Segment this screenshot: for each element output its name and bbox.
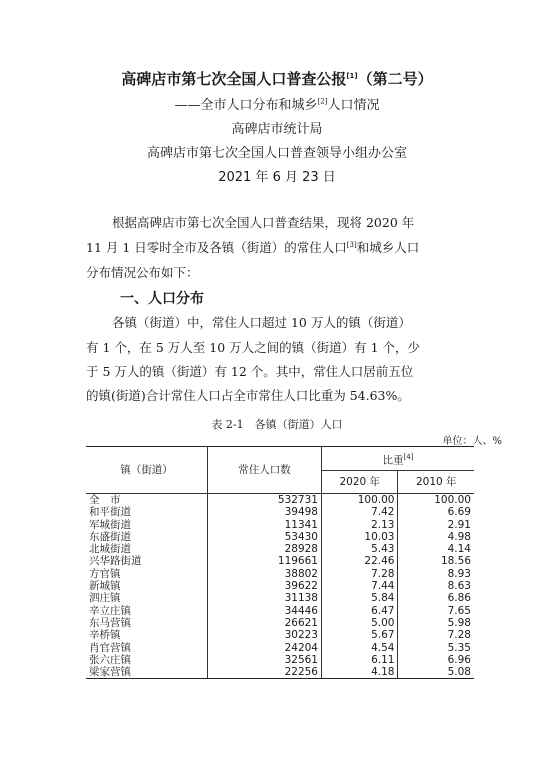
cell-population: 119661 — [207, 555, 321, 567]
cell-ratio-2020: 4.54 — [321, 642, 398, 654]
cell-population: 53430 — [207, 531, 321, 543]
table-body — [86, 494, 474, 679]
cell-ratio-2010: 2.91 — [447, 518, 471, 531]
cell-population: 22256 — [207, 666, 321, 679]
cell-district: 和平街道 — [86, 506, 207, 518]
cell-district: 军城街道 — [86, 519, 207, 531]
table-row — [86, 592, 474, 604]
cell-district: 北城街道 — [86, 543, 207, 555]
cell-ratio-2010: 4.14 — [447, 543, 471, 556]
cell-district: 兴华路街道 — [86, 555, 207, 567]
table-row — [86, 555, 474, 567]
cell-ratio-2010: 6.69 — [447, 506, 471, 519]
cell-ratio-2020: 6.11 — [321, 654, 398, 666]
cell-ratio-2010: 100.00 — [434, 494, 471, 506]
cell-ratio-2020: 5.67 — [321, 629, 398, 641]
cell-population: 34446 — [207, 605, 321, 617]
cell-population: 24204 — [207, 642, 321, 654]
cell-population: 26621 — [207, 617, 321, 629]
cell-population: 31138 — [207, 592, 321, 604]
column-header-2020: 2020 年 — [321, 471, 398, 494]
cell-district: 张六庄镇 — [86, 654, 207, 666]
cell-population: 532731 — [207, 494, 321, 507]
cell-population: 38802 — [207, 568, 321, 580]
intro-line-1: 根据高碑店市第七次全国人口普查结果，现将 2020 年 — [112, 215, 415, 230]
cell-district: 方官镇 — [86, 568, 207, 580]
cell-ratio-2010: 18.56 — [440, 555, 471, 568]
cell-population: 11341 — [207, 519, 321, 531]
table-unit: 单位：人、% — [442, 436, 502, 447]
table-row — [86, 506, 474, 518]
section1-line-4: 的镇(街道)合计常住人口占全市常住人口比重为 54.63%。 — [86, 388, 410, 403]
cell-district: 全 市 — [86, 494, 207, 507]
cell-ratio-2010: 8.93 — [447, 567, 471, 580]
cell-district: 辛立庄镇 — [86, 605, 207, 617]
cell-ratio-2020: 2.13 — [321, 519, 398, 531]
section1-line-3: 于 5 万人的镇（街道）有 12 个。其中，常住人口居前五位 — [86, 364, 414, 379]
publish-date: 2021 年 6 月 23 日 — [218, 170, 336, 185]
cell-district: 新城镇 — [86, 580, 207, 592]
cell-ratio-2010: 7.28 — [447, 629, 471, 642]
footnote-ref-2: [2] — [317, 97, 328, 106]
column-header-2010: 2010 年 — [398, 471, 474, 494]
cell-district: 梁家营镇 — [86, 666, 207, 679]
table-row — [86, 568, 474, 580]
table-row — [86, 531, 474, 543]
population-table — [86, 446, 474, 679]
table-row — [86, 666, 474, 679]
cell-district: 东马营镇 — [86, 617, 207, 629]
cell-ratio-2010: 5.08 — [398, 666, 474, 679]
table-row — [86, 519, 474, 531]
cell-district: 泗庄镇 — [86, 592, 207, 604]
table-row — [86, 580, 474, 592]
column-header-population: 常住人口数 — [207, 447, 321, 494]
intro-line-2: 11 月 1 日零时全市及各镇（街道）的常住人口[3]和城乡人口 — [86, 240, 420, 255]
cell-population: 30223 — [207, 629, 321, 641]
cell-ratio-2020: 7.44 — [321, 580, 398, 592]
cell-ratio-2010: 4.98 — [447, 530, 471, 543]
bulletin-subtitle: ——全市人口分布和城乡[2]人口情况 — [174, 97, 380, 113]
table-row — [86, 543, 474, 555]
cell-ratio-2020: 7.42 — [321, 506, 398, 518]
intro-line-3: 分布情况公布如下： — [86, 265, 199, 280]
section1-line-1: 各镇（街道）中，常住人口超过 10 万人的镇（街道） — [112, 315, 411, 330]
table-row — [86, 494, 474, 507]
column-header-ratio: 比重[4] — [321, 447, 474, 471]
footnote-ref-3: [3] — [346, 240, 357, 249]
cell-ratio-2020: 4.18 — [321, 666, 398, 679]
table-caption: 表 2-1 各镇（街道）人口 — [211, 418, 343, 431]
section1-line-2: 有 1 个，在 5 万人至 10 万人之间的镇（街道）有 1 个，少 — [86, 340, 421, 355]
cell-district: 辛桥镇 — [86, 629, 207, 641]
table-row — [86, 642, 474, 654]
cell-ratio-2020: 5.43 — [321, 543, 398, 555]
cell-population: 32561 — [207, 654, 321, 666]
cell-ratio-2020: 7.28 — [321, 568, 398, 580]
cell-ratio-2020: 5.00 — [321, 617, 398, 629]
footnote-ref-1: [1] — [346, 72, 358, 80]
table-row — [86, 654, 474, 666]
cell-ratio-2010: 6.86 — [447, 592, 471, 605]
issuer-census-office: 高碑店市第七次全国人口普查领导小组办公室 — [146, 146, 407, 161]
cell-ratio-2010: 8.63 — [447, 580, 471, 593]
cell-population: 28928 — [207, 543, 321, 555]
cell-ratio-2010: 7.65 — [447, 604, 471, 617]
cell-ratio-2010: 6.96 — [447, 653, 471, 666]
issuer-statistics-bureau: 高碑店市统计局 — [231, 122, 323, 137]
cell-ratio-2020: 10.03 — [321, 531, 398, 543]
section-heading-population-distribution: 一、人口分布 — [120, 291, 204, 307]
cell-ratio-2020: 5.84 — [321, 592, 398, 604]
footnote-ref-4: [4] — [403, 452, 414, 461]
cell-ratio-2020: 6.47 — [321, 605, 398, 617]
cell-ratio-2010: 5.35 — [447, 641, 471, 654]
cell-ratio-2010: 5.98 — [447, 616, 471, 629]
cell-district: 肖官营镇 — [86, 642, 207, 654]
cell-ratio-2020: 100.00 — [321, 494, 398, 507]
cell-population: 39622 — [207, 580, 321, 592]
cell-district: 东盛街道 — [86, 531, 207, 543]
cell-ratio-2020: 22.46 — [321, 555, 398, 567]
table-row — [86, 629, 474, 641]
table-row — [86, 605, 474, 617]
bulletin-title: 高碑店市第七次全国人口普查公报[1]（第二号） — [121, 70, 433, 88]
table-row — [86, 617, 474, 629]
cell-population: 39498 — [207, 506, 321, 518]
column-header-district: 镇（街道） — [86, 447, 207, 494]
